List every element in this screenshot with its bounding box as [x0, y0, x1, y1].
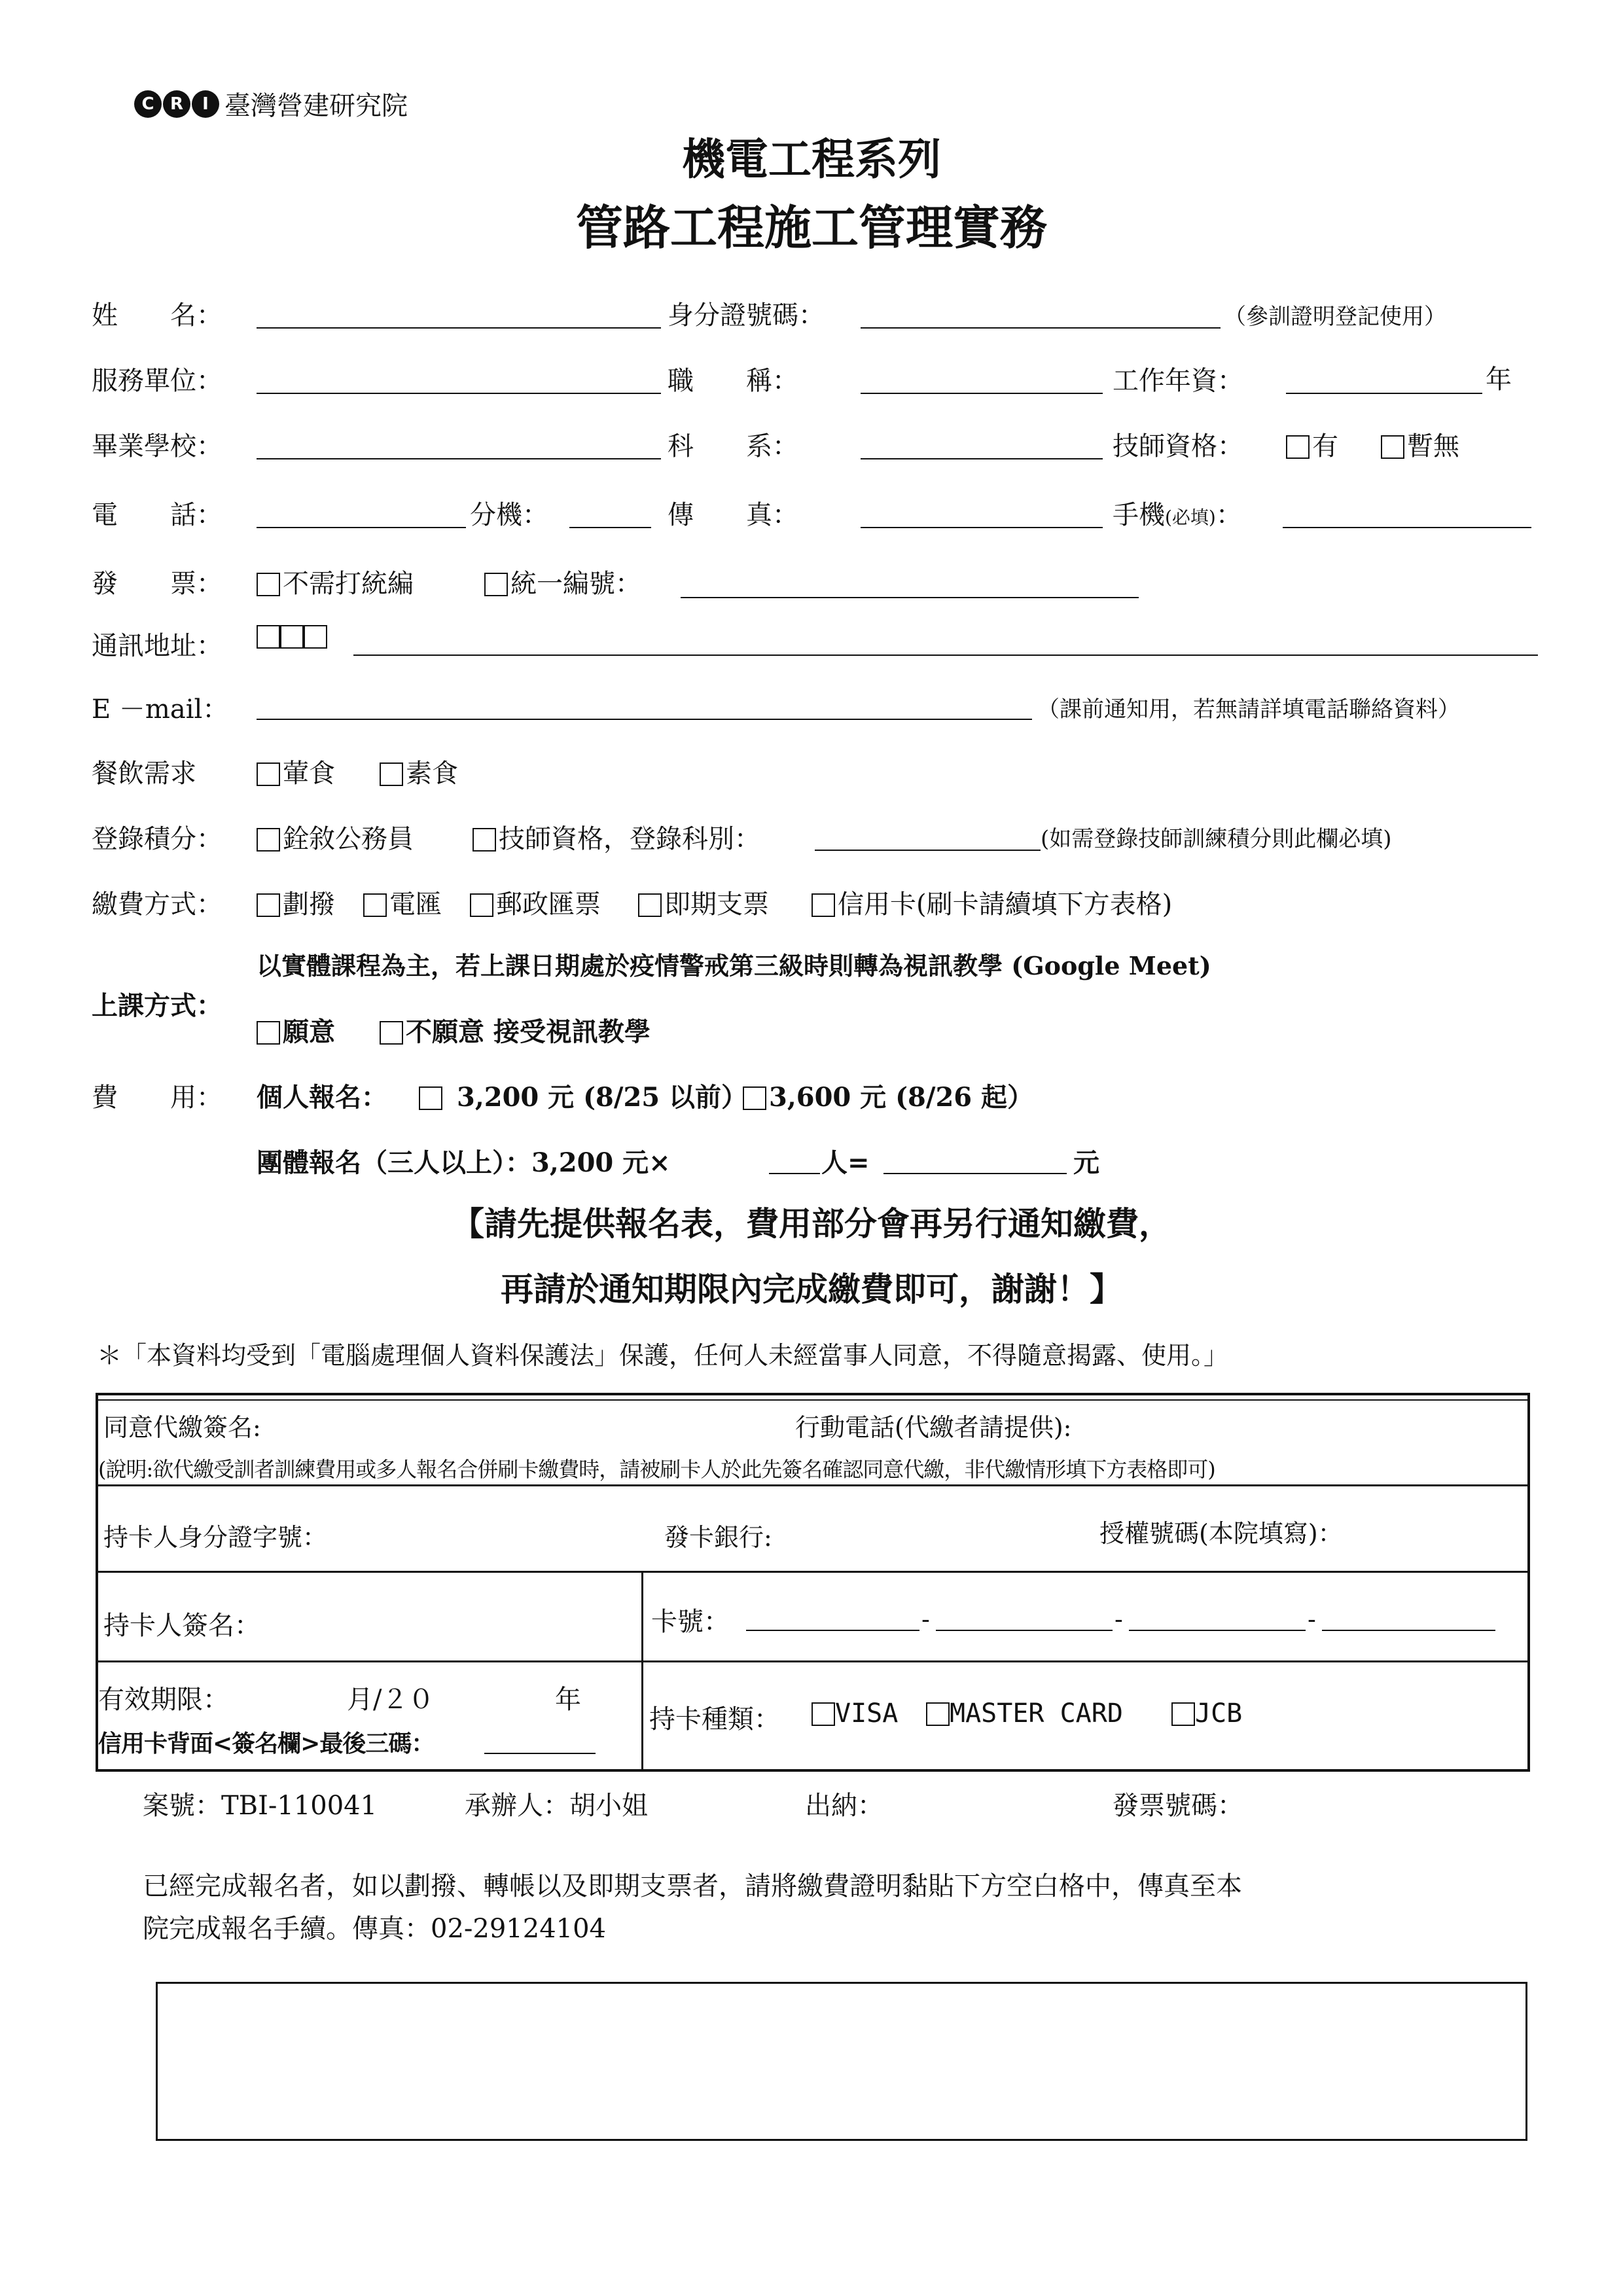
checkbox[interactable] [257, 762, 280, 786]
agent-sign-label: 同意代繳簽名: [103, 1413, 261, 1442]
checkbox[interactable] [380, 1021, 403, 1045]
pay-postal-option[interactable] [257, 884, 335, 921]
cvv-field[interactable] [484, 1753, 596, 1754]
school-label: 畢業學校： [92, 431, 223, 461]
cvv-label: 信用卡背面<簽名欄>最後三碼： [98, 1730, 435, 1757]
class-online-yes-option[interactable] [257, 1011, 335, 1049]
checkbox[interactable] [484, 573, 508, 596]
card-sep: - [1308, 1605, 1316, 1634]
group-count-field[interactable] [769, 1173, 820, 1174]
card-type-master-option[interactable] [926, 1698, 1123, 1729]
receipt-paste-box[interactable] [156, 1982, 1527, 2141]
id-number-label: 身分證號碼： [668, 300, 825, 331]
fee-group-currency: 元 [1073, 1147, 1099, 1178]
mobile-label [1113, 494, 1242, 531]
qual-yes-option[interactable] [1286, 425, 1338, 463]
expiry-month: 月/２０ [347, 1685, 435, 1715]
card-number-segment-1[interactable] [746, 1630, 919, 1631]
pay-money-order-option[interactable] [470, 884, 601, 921]
checkbox[interactable] [473, 828, 496, 852]
group-total-field[interactable] [883, 1173, 1067, 1174]
agent-note: (說明:欲代繳受訓者訓練費用或多人報名合併刷卡繳費時，請被刷卡人於此先簽名確認同意代繳，非代繳情形填下方表格即可) [98, 1457, 1215, 1482]
bank-label: 發卡銀行: [664, 1523, 772, 1552]
ext-label: 分機： [470, 500, 548, 530]
checkbox[interactable] [257, 828, 280, 852]
table-inner-border [98, 1399, 1527, 1401]
email-note: （課前通知用，若無請詳填電話聯絡資料） [1037, 696, 1460, 723]
checkbox[interactable] [380, 762, 403, 786]
auth-code-label: 授權號碼(本院填寫)： [1099, 1519, 1343, 1548]
table-divider [96, 1660, 1530, 1662]
notice-line2: 再請於通知期限內完成繳費即可，謝謝！】 [501, 1270, 1122, 1308]
id-number-field[interactable] [861, 327, 1221, 329]
notice-line1: 【請先提供報名表，費用部分會再另行通知繳費， [452, 1205, 1171, 1243]
card-number-segment-2[interactable] [936, 1630, 1113, 1631]
qual-yes-label: 有 [1312, 431, 1338, 461]
diet-opt1-label: 葷食 [283, 759, 335, 789]
card-sep: - [921, 1605, 930, 1634]
ext-field[interactable] [569, 527, 651, 528]
tax-id-field[interactable] [681, 597, 1139, 598]
card-type-jcb-option[interactable] [1171, 1698, 1242, 1729]
fee-early-label: 3,200 元 (8/25 以前） [457, 1082, 748, 1113]
expiry-year: 年 [555, 1685, 581, 1715]
mobile-field[interactable] [1283, 527, 1531, 528]
dept-field[interactable] [861, 458, 1103, 459]
fax-field[interactable] [861, 527, 1103, 528]
instruction-line1: 已經完成報名者，如以劃撥、轉帳以及即期支票者，請將繳費證明黏貼下方空白格中，傳真至本 [143, 1871, 1242, 1901]
org-name: 臺灣營建研究院 [224, 91, 408, 121]
card-type-visa-option[interactable] [812, 1698, 898, 1729]
card-sep: - [1115, 1605, 1123, 1634]
checkbox[interactable] [1381, 435, 1404, 459]
class-opt1-label: 願意 [283, 1016, 335, 1047]
address-label: 通訊地址： [92, 631, 223, 661]
case-number: 案號：TBI-110041 [143, 1791, 378, 1821]
logo-mark-r: R [163, 90, 190, 118]
master-label: MASTER CARD [950, 1698, 1123, 1729]
unit-label: 服務單位： [92, 366, 223, 396]
mobile-text: 手機 [1113, 500, 1165, 530]
qual-none-label: 暫無 [1407, 431, 1459, 461]
credit-engineer-option[interactable] [473, 818, 760, 855]
phone-field[interactable] [257, 527, 466, 528]
jcb-label: JCB [1195, 1698, 1243, 1729]
checkbox[interactable] [419, 1086, 442, 1110]
checkbox[interactable] [1171, 1702, 1195, 1726]
mobile-required-note: (必填) [1165, 507, 1216, 528]
pay-check-option[interactable] [638, 884, 769, 921]
course-title: 管路工程施工管理實務 [575, 200, 1047, 255]
table-divider [96, 1484, 1530, 1486]
fax-label: 傳 真： [668, 500, 798, 530]
holder-sign-label: 持卡人簽名： [103, 1611, 260, 1641]
checkbox[interactable] [470, 893, 493, 917]
years-field[interactable] [1286, 393, 1482, 394]
card-number-label: 卡號： [651, 1607, 730, 1637]
name-label: 姓 名： [92, 300, 223, 331]
credit-civil-option[interactable] [257, 818, 414, 855]
job-title-label: 職 稱： [668, 366, 798, 396]
diet-meat-option[interactable] [257, 753, 335, 790]
name-field[interactable] [257, 327, 661, 329]
mobile-colon: ： [1215, 500, 1242, 530]
pay-opt1-label: 劃撥 [283, 889, 335, 920]
pay-opt5-label: 信用卡(刷卡請續填下方表格) [838, 889, 1173, 920]
pay-opt2-label: 電匯 [389, 889, 442, 920]
checkbox[interactable] [812, 1702, 835, 1726]
invoice-tax-id-option[interactable] [484, 563, 641, 600]
series-title: 機電工程系列 [682, 134, 941, 185]
class-online-no-option[interactable] [380, 1011, 651, 1049]
visa-label: VISA [835, 1698, 899, 1729]
id-note: （參訓證明登記使用） [1224, 304, 1446, 330]
credit-subject-field[interactable] [815, 850, 1041, 851]
org-logo [134, 85, 408, 122]
checkbox[interactable] [1286, 435, 1310, 459]
card-number-segment-4[interactable] [1322, 1630, 1495, 1631]
checkbox[interactable] [638, 893, 662, 917]
checkbox[interactable] [812, 893, 835, 917]
class-mode-label: 上課方式： [92, 990, 223, 1021]
postcode-box[interactable] [257, 625, 280, 649]
pay-wire-option[interactable] [363, 884, 442, 921]
checkbox[interactable] [257, 1021, 280, 1045]
holder-id-label: 持卡人身分證字號： [103, 1523, 328, 1552]
fee-late-label: 3,600 元 (8/26 起） [769, 1082, 1034, 1113]
dept-label: 科 系： [668, 431, 798, 461]
job-title-field[interactable] [861, 393, 1103, 394]
credit-note: (如需登錄技師訓練積分則此欄必填) [1041, 826, 1392, 852]
credit-opt1-label: 銓敘公務員 [283, 824, 414, 854]
credit-label: 登錄積分： [92, 824, 223, 854]
checkbox[interactable] [926, 1702, 950, 1726]
table-divider [96, 1571, 1530, 1573]
agent-phone-label: 行動電話(代繳者請提供): [795, 1413, 1072, 1442]
class-opt2-label: 不願意 接受視訊教學 [406, 1016, 651, 1047]
postcode-box[interactable] [304, 625, 327, 649]
postcode-boxes[interactable] [257, 625, 330, 649]
instruction-line2: 院完成報名手續。傳真：02-29124104 [143, 1914, 607, 1944]
logo-mark-c: C [134, 90, 162, 118]
email-label: E －mail： [92, 694, 229, 725]
invoice-opt2-label: 統一編號： [510, 569, 641, 599]
fee-group-persons: 人= [821, 1147, 870, 1178]
qual-none-option[interactable] [1381, 425, 1459, 463]
table-divider [641, 1571, 643, 1772]
fee-label: 費 用： [92, 1083, 223, 1113]
payment-label: 繳費方式： [92, 889, 223, 920]
engineer-qual-label: 技師資格： [1113, 431, 1243, 461]
years-unit: 年 [1486, 365, 1512, 395]
school-field[interactable] [257, 458, 661, 459]
logo-mark-i: I [192, 90, 219, 118]
card-type-label: 持卡種類： [649, 1704, 780, 1734]
expiry-label: 有效期限： [98, 1685, 229, 1715]
email-field[interactable] [257, 719, 1032, 720]
card-number-segment-3[interactable] [1129, 1630, 1306, 1631]
invoice-number-label: 發票號碼： [1113, 1791, 1243, 1821]
fee-individual-label: 個人報名： [257, 1082, 387, 1113]
pay-opt3-label: 郵政匯票 [496, 889, 601, 920]
fee-group-label: 團體報名（三人以上）：3,200 元× [257, 1147, 671, 1178]
unit-field[interactable] [257, 393, 661, 394]
years-label: 工作年資： [1113, 366, 1243, 396]
checkbox[interactable] [743, 1086, 766, 1110]
credit-opt2-label: 技師資格，登錄科別： [499, 824, 760, 854]
checkbox[interactable] [257, 893, 280, 917]
privacy-notice: ＊「本資料均受到「電腦處理個人資料保護法」保護，任何人未經當事人同意，不得隨意揭露、使用。」 [97, 1341, 1229, 1370]
fee-late-option[interactable] [743, 1077, 1033, 1114]
cashier-label: 出納： [805, 1791, 883, 1821]
pay-opt4-label: 即期支票 [664, 889, 769, 920]
invoice-opt1-label: 不需打統編 [283, 569, 414, 599]
diet-opt2-label: 素食 [406, 759, 458, 789]
handler: 承辦人：胡小姐 [465, 1791, 648, 1821]
postcode-box[interactable] [280, 625, 304, 649]
pay-credit-card-option[interactable] [812, 884, 1172, 921]
checkbox[interactable] [257, 573, 280, 596]
address-field[interactable] [353, 655, 1538, 656]
fee-early-option[interactable] [419, 1077, 747, 1114]
invoice-no-tax-id-option[interactable] [257, 563, 414, 600]
checkbox[interactable] [363, 893, 387, 917]
invoice-label: 發 票： [92, 569, 223, 599]
diet-label: 餐飲需求 [92, 759, 196, 789]
diet-veg-option[interactable] [380, 753, 458, 790]
class-mode-description: 以實體課程為主，若上課日期處於疫情警戒第三級時則轉為視訊教學 (Google Meet) [257, 951, 1211, 980]
phone-label: 電 話： [92, 500, 223, 530]
